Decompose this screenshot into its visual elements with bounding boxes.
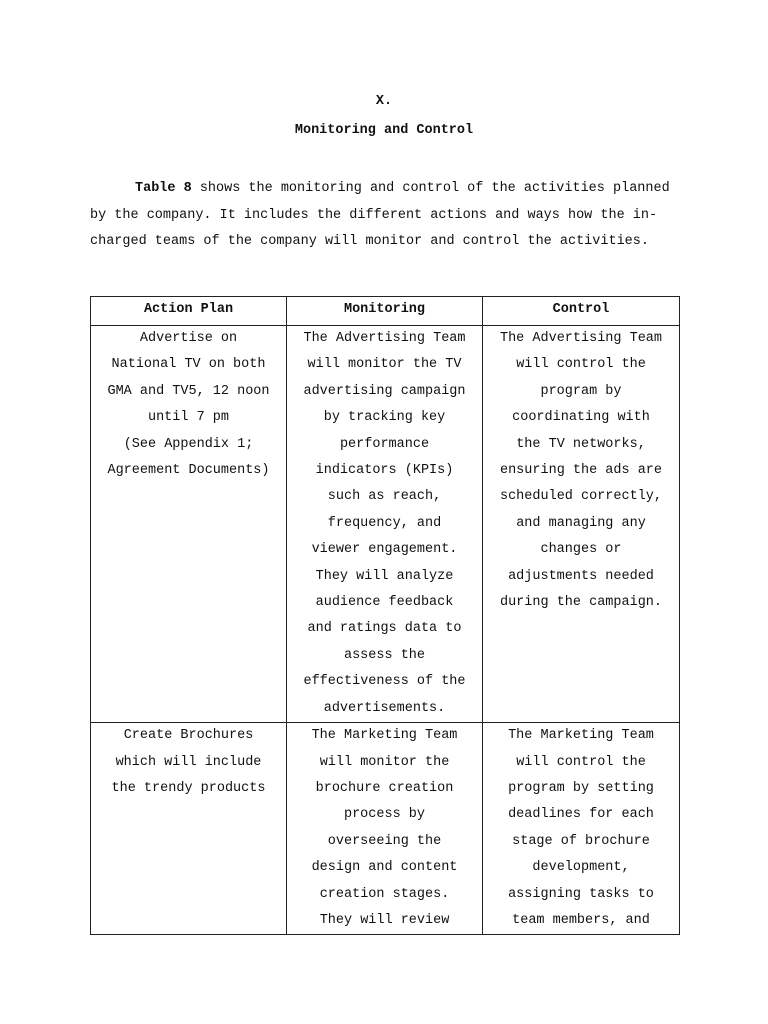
cell-line: design and content — [311, 860, 458, 876]
intro-text: shows the monitoring and control of the activities planned by the company. It includes the different actions and ways how the in-charged teams of the company will monitor and control the activities. — [90, 181, 670, 249]
cell-line: overseeing the — [327, 833, 442, 849]
cell-line: and managing any — [516, 515, 646, 531]
header-action-plan: Action Plan — [91, 297, 287, 326]
cell-line: The Marketing Team — [508, 728, 654, 744]
section-number: X. — [375, 94, 393, 109]
cell-line: creation stages. — [319, 886, 450, 902]
cell-line: Advertise on — [139, 331, 238, 346]
cell-line: Agreement Documents) — [107, 463, 270, 479]
cell-line: ensuring the ads are — [499, 463, 663, 479]
cell-line: team members, and — [512, 912, 650, 928]
monitoring-cell — [287, 326, 483, 723]
cell-line: They will analyze — [315, 568, 454, 584]
cell-line: viewer engagement. — [311, 542, 458, 558]
cell-line: indicators (KPIs) — [315, 463, 454, 479]
table-row — [91, 723, 680, 935]
cell-line: will control the — [516, 357, 646, 373]
cell-line: stage of brochure — [512, 833, 650, 849]
cell-line: advertisements. — [323, 700, 446, 716]
section-title: Monitoring and Control — [294, 123, 474, 138]
header-monitoring: Monitoring — [287, 297, 483, 326]
action-plan-cell — [91, 723, 287, 935]
cell-line: will monitor the — [319, 754, 450, 770]
cell-line: assess the — [343, 647, 425, 663]
table-reference: Table 8 — [135, 181, 192, 196]
intro-paragraph — [90, 176, 680, 256]
monitoring-control-table — [90, 296, 680, 935]
cell-line: program by — [540, 383, 622, 399]
cell-line: The Marketing Team — [311, 728, 458, 744]
cell-line: during the campaign. — [499, 595, 663, 611]
cell-line: adjustments needed — [508, 568, 654, 584]
cell-line: and ratings data to — [307, 621, 462, 637]
cell-line: audience feedback — [315, 595, 454, 611]
action-plan-cell — [91, 326, 287, 723]
control-cell — [483, 326, 680, 723]
cell-line: the trendy products — [111, 780, 266, 796]
cell-line: National TV on both — [111, 357, 266, 373]
cell-line: They will review — [319, 912, 450, 928]
cell-line: GMA and TV5, 12 noon — [107, 383, 270, 399]
cell-line: will monitor the TV — [307, 357, 462, 373]
cell-line: development, — [532, 860, 630, 876]
cell-line: coordinating with — [512, 410, 650, 426]
cell-line: assigning tasks to — [508, 886, 654, 902]
monitoring-cell — [287, 723, 483, 935]
cell-line: frequency, and — [327, 515, 442, 531]
cell-line: the TV networks, — [516, 436, 646, 452]
cell-line: effectiveness of the — [303, 674, 466, 690]
table-row — [91, 326, 680, 723]
cell-line: process by — [343, 807, 425, 823]
cell-line: changes or — [540, 542, 622, 558]
cell-line: The Advertising Team — [499, 331, 663, 346]
cell-line: scheduled correctly, — [499, 489, 663, 505]
cell-line: Create Brochures — [123, 728, 254, 744]
cell-line: (See Appendix 1; — [123, 436, 254, 452]
cell-line: such as reach, — [327, 489, 442, 505]
cell-line: deadlines for each — [508, 807, 654, 823]
table-header-row — [91, 297, 680, 326]
cell-line: advertising campaign — [303, 383, 466, 399]
cell-line: performance — [339, 436, 430, 452]
cell-line: The Advertising Team — [303, 331, 466, 346]
cell-line: until 7 pm — [147, 410, 229, 426]
cell-line: brochure creation — [315, 780, 454, 796]
cell-line: by tracking key — [323, 410, 446, 426]
control-cell — [483, 723, 680, 935]
header-control: Control — [483, 297, 680, 326]
cell-line: which will include — [115, 754, 262, 770]
cell-line: program by setting — [508, 780, 654, 796]
cell-line: will control the — [516, 754, 646, 770]
